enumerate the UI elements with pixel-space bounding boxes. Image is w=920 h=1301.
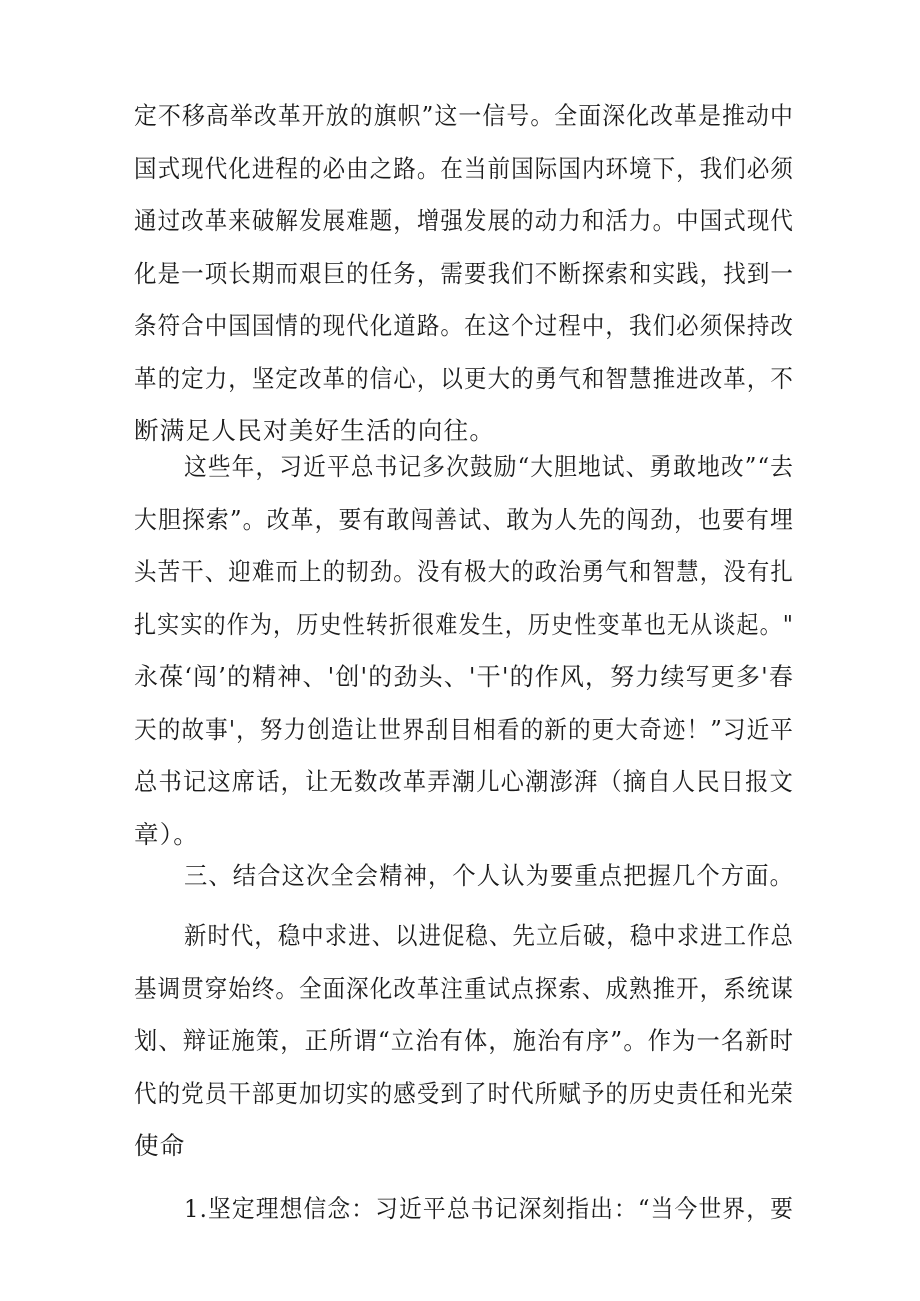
text-line: 基调贯穿始终。全面深化改革注重试点探索、成熟推开，系统谋 — [134, 973, 794, 1003]
text-line: 断满足人民对美好生活的向往。 — [134, 416, 496, 445]
text-line: 革的定力，坚定改革的信心，以更大的勇气和智慧推进改革，不 — [134, 363, 794, 393]
paragraph-reform-continuation — [134, 90, 794, 458]
paragraph-bold-exploration — [134, 441, 794, 861]
list-item-firm-ideals — [134, 1183, 794, 1236]
text-line: 扎实实的作为，历史性转折很难发生，历史性变革也无从谈起。" — [134, 609, 794, 639]
text-line: 这些年，习近平总书记多次鼓励“大胆地试、勇敢地改”“去 — [184, 452, 794, 481]
text-line: 国式现代化进程的必由之路。在当前国际国内环境下，我们必须 — [134, 153, 794, 183]
text-line: 通过改革来破解发展难题，增强发展的动力和活力。中国式现代 — [134, 206, 794, 235]
section-heading-three — [134, 850, 794, 903]
text-line: 总书记这席话，让无数改革弄潮儿心潮澎湃（摘自人民日报文 — [134, 767, 794, 796]
text-line: 头苦干、迎难而上的韧劲。没有极大的政治勇气和智慧，没有扎 — [134, 557, 794, 586]
text-line: 三、结合这次全会精神，个人认为要重点把握几个方面。 — [184, 861, 794, 890]
text-line: 划、辩证施策，正所谓“立治有体，施治有序”。作为一名新时 — [134, 1026, 794, 1055]
text-line: 大胆探索”。改革，要有敢闯善试、敢为人先的闯劲，也要有埋 — [134, 504, 794, 534]
text-line: 代的党员干部更加切实的感受到了时代所赋予的历史责任和光荣 — [134, 1078, 794, 1108]
text-line: 1.坚定理想信念：习近平总书记深刻指出：“当今世界，要 — [184, 1194, 794, 1223]
paragraph-new-era — [134, 910, 794, 1173]
text-line: 章）。 — [134, 819, 200, 849]
text-line: 条符合中国国情的现代化道路。在这个过程中，我们必须保持改 — [134, 311, 794, 340]
text-line: 定不移高举改革开放的旗帜”这一信号。全面深化改革是推动中 — [134, 101, 794, 130]
text-line: 化是一项长期而艰巨的任务，需要我们不断探索和实践，找到一 — [134, 258, 794, 288]
text-line: 新时代，稳中求进、以进促稳、先立后破，稳中求进工作总 — [184, 921, 794, 950]
text-line: 使命 — [134, 1131, 186, 1160]
text-line: 天的故事'，努力创造让世界刮目相看的新的更大奇迹！”习近平 — [134, 714, 794, 744]
text-line: 永葆‘闯’的精神、'创'的劲头、'干'的作风，努力续写更多'春 — [134, 662, 794, 691]
